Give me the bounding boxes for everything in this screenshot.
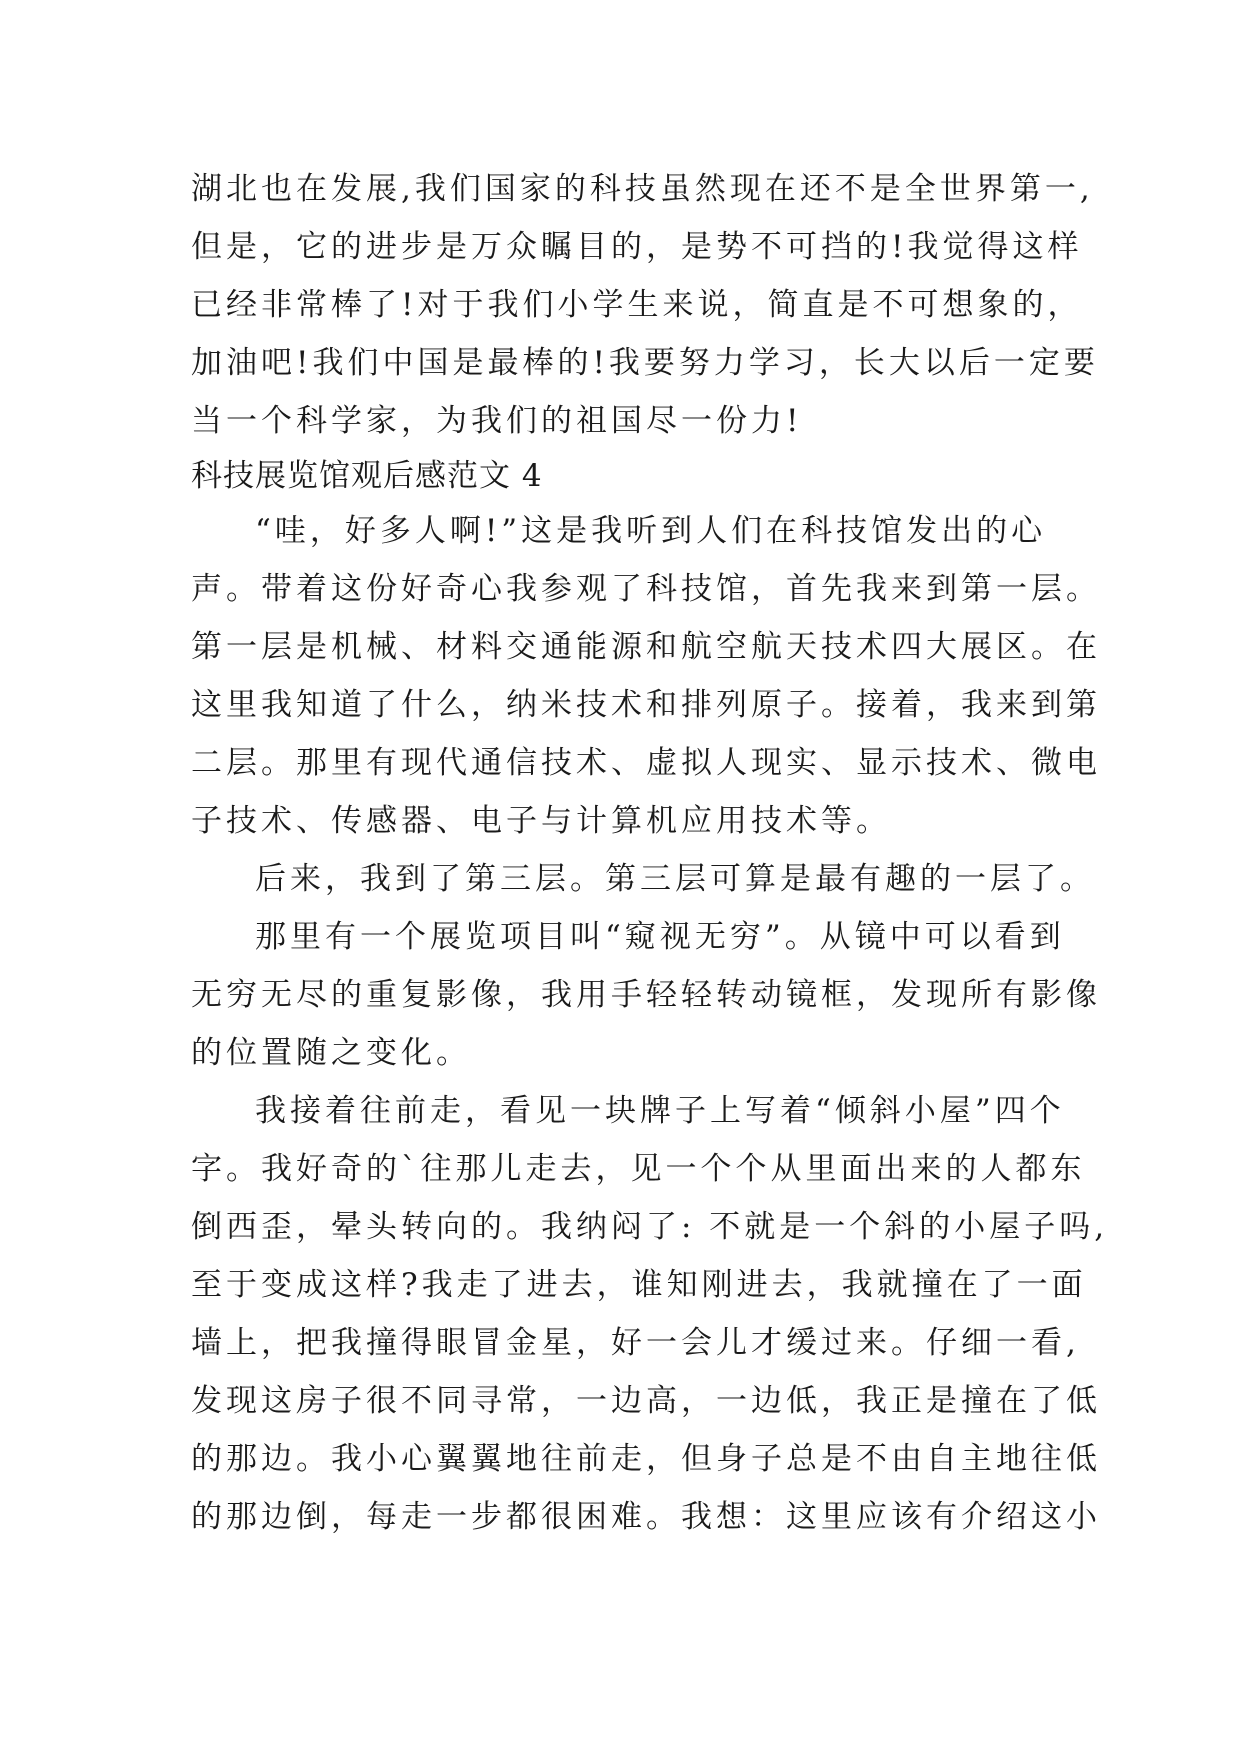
text-line: 二层。那里有现代通信技术、虚拟人现实、显示技术、微电	[191, 745, 1101, 781]
text-line: 这里我知道了什么，纳米技术和排列原子。接着，我来到第	[191, 687, 1101, 723]
section-heading: 科技展览馆观后感范文 4	[191, 458, 543, 494]
text-line: 子技术、传感器、电子与计算机应用技术等。	[191, 803, 891, 839]
text-line: 加油吧!我们中国是最棒的!我要努力学习，长大以后一定要	[191, 345, 1099, 381]
text-line: 墙上，把我撞得眼冒金星，好一会儿才缓过来。仔细一看,	[191, 1325, 1080, 1361]
paragraph-4	[191, 1082, 1109, 1546]
paragraph-1	[191, 502, 1101, 850]
text-line: 发现这房子很不同寻常，一边高，一边低，我正是撞在了低	[191, 1383, 1101, 1419]
text-line: “哇，好多人啊!”这是我听到人们在科技馆发出的心	[255, 513, 1047, 549]
text-line: 第一层是机械、材料交通能源和航空航天技术四大展区。在	[191, 629, 1101, 665]
paragraph-2	[191, 850, 1095, 908]
section3-tail	[191, 160, 1099, 450]
text-line: 至于变成这样?我走了进去，谁知刚进去，我就撞在了一面	[191, 1267, 1087, 1303]
text-line: 但是，它的进步是万众瞩目的，是势不可挡的!我觉得这样	[191, 229, 1083, 265]
text-line: 声。带着这份好奇心我参观了科技馆，首先我来到第一层。	[191, 571, 1101, 607]
text-line: 湖北也在发展,我们国家的科技虽然现在还不是全世界第一,	[191, 171, 1094, 207]
text-line: 那里有一个展览项目叫“窥视无穷”。从镜中可以看到	[255, 919, 1065, 955]
text-line: 倒西歪，晕头转向的。我纳闷了: 不就是一个斜的小屋子吗,	[191, 1209, 1109, 1245]
text-line: 已经非常棒了!对于我们小学生来说，简直是不可想象的，	[191, 287, 1083, 323]
text-line: 字。我好奇的`往那儿走去，见一个个从里面出来的人都东	[191, 1151, 1086, 1187]
text-line: 我接着往前走，看见一块牌子上写着“倾斜小屋”四个	[255, 1093, 1065, 1129]
text-line: 无穷无尽的重复影像，我用手轻轻转动镜框，发现所有影像	[191, 977, 1101, 1013]
text-line: 的那边。我小心翼翼地往前走，但身子总是不由自主地往低	[191, 1441, 1101, 1477]
text-line: 后来，我到了第三层。第三层可算是最有趣的一层了。	[255, 861, 1095, 897]
text-line: 当一个科学家，为我们的祖国尽一份力!	[191, 403, 803, 439]
text-line: 的位置随之变化。	[191, 1035, 471, 1071]
paragraph-3	[191, 908, 1101, 1082]
text-line: 的那边倒，每走一步都很困难。我想：这里应该有介绍这小	[191, 1499, 1101, 1535]
document-body	[191, 160, 1109, 1546]
